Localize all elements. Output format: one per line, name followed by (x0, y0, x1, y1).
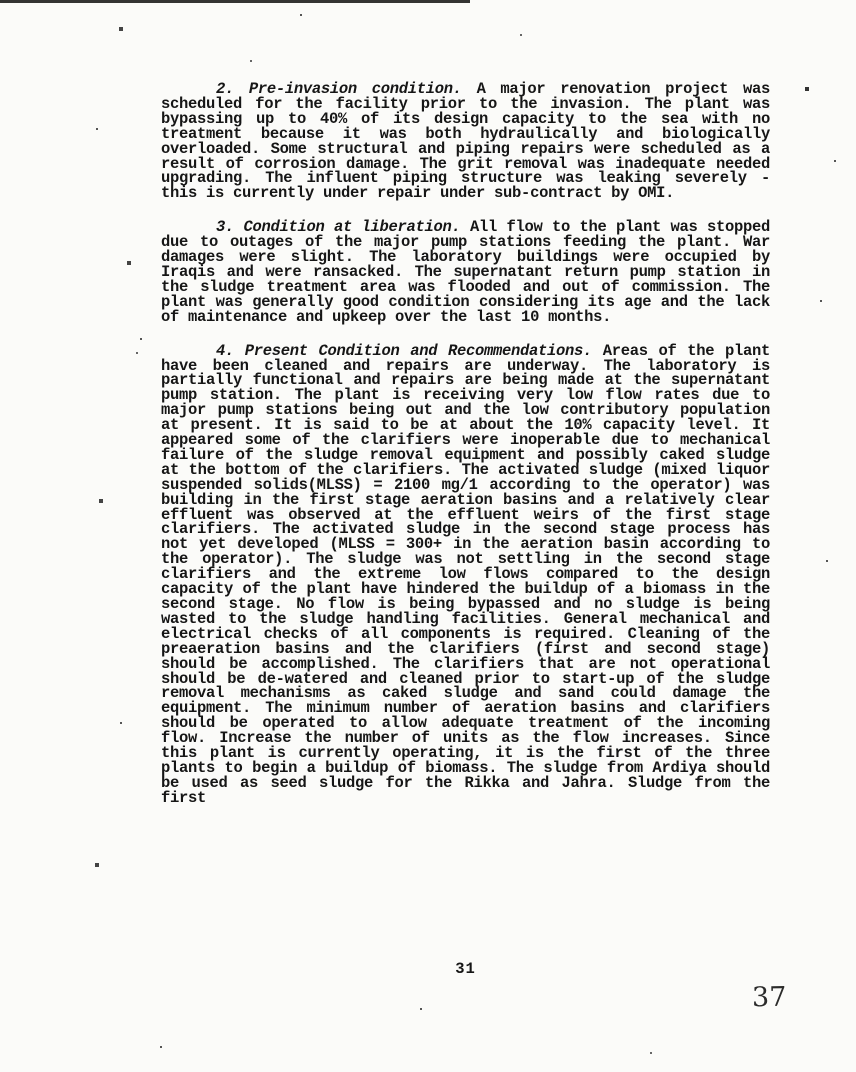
paragraph-body: A major renovation project was scheduled for the facility prior to the invasion. The plant was bypassing up to 40% of its design capacity to the sea with no treatment because it was both hydraulically and biologically overloaded. Some structural and piping repairs were scheduled as a result of corrosion damage. The grit removal was inadequate needed upgrading. The influent piping structure was leaking severely - this is currently under repair under sub-contract by OMI. (161, 80, 770, 203)
paragraph-body: All flow to the plant was stopped due to outages of the major pump stations feeding the plant. War damages were slight. The laboratory buildings were occupied by Iraqis and were ransacked. The supernatant return pump station in the sludge treatment area was flooded and out of commission. The plant was generally good condition considering its age and the lack of maintenance and upkeep over the last 10 months. (161, 218, 770, 326)
paragraph-pre-invasion-condition (161, 82, 770, 201)
handwritten-page-number: 37 (751, 981, 787, 1014)
document-text-block (161, 82, 770, 825)
paragraph-number: 3. (216, 218, 235, 237)
page-number: 31 (455, 960, 476, 978)
paragraph-condition-at-liberation (161, 220, 770, 324)
scan-speck-artifacts (0, 0, 2, 2)
paragraph-number: 2. (216, 80, 235, 98)
paragraph-body: Areas of the plant have been cleaned and repairs are underway. The laboratory is partially functional and repairs are being made at the supernatant pump station. The plant is receiving very low flow rates due to major pump stations being out and the low contributory population at present. It is said to be at about the 10% capacity level. It appeared some of the clarifiers were inoperable due to mechanical failure of the sludge removal equipment and possibly caked sludge at the bottom of the clarifiers. The activated sludge (mixed liquor suspended solids(MLSS) = 2100 mg/1 according to the operator) was building in the first stage aeration basins and a relatively clear effluent was observed at the effluent weirs of the first stage clarifiers. The activated sludge in the second stage process has not yet developed (MLSS = 300+ in the aeration basin according to the operator). The sludge was not settling in the second stage clarifiers and the extreme low flows compared to the design capacity of the plant have hindered the buildup of a biomass in the second stage. No flow is being bypassed and no sludge is being wasted to the sludge handling facilities. General mechanical and electrical checks of all components is required. Cleaning of the preaeration basins and the clarifiers (first and second stage) should be accomplished. The clarifiers that are not operational should be de-watered and cleaned prior to start-up of the sludge removal mechanisms as caked sludge and sand could damage the equipment. The minimum number of aeration basins and clarifiers should be operated to allow adequate treatment of the incoming flow. Increase the number of units as the flow increases. Since this plant is currently operating, it is the first of the three plants to begin a buildup of biomass. The sludge from Ardiya should be used as seed sludge for the Rikka and Jahra. Sludge from the first (161, 341, 770, 807)
paragraph-present-condition-recommendations (161, 341, 770, 807)
paragraph-title: Present Condition and Recommendations. (244, 341, 593, 360)
paragraph-title: Pre-invasion condition. (248, 80, 462, 98)
paragraph-number: 4. (216, 341, 235, 360)
scan-edge-artifact (0, 0, 470, 3)
paragraph-title: Condition at liberation. (243, 218, 461, 237)
